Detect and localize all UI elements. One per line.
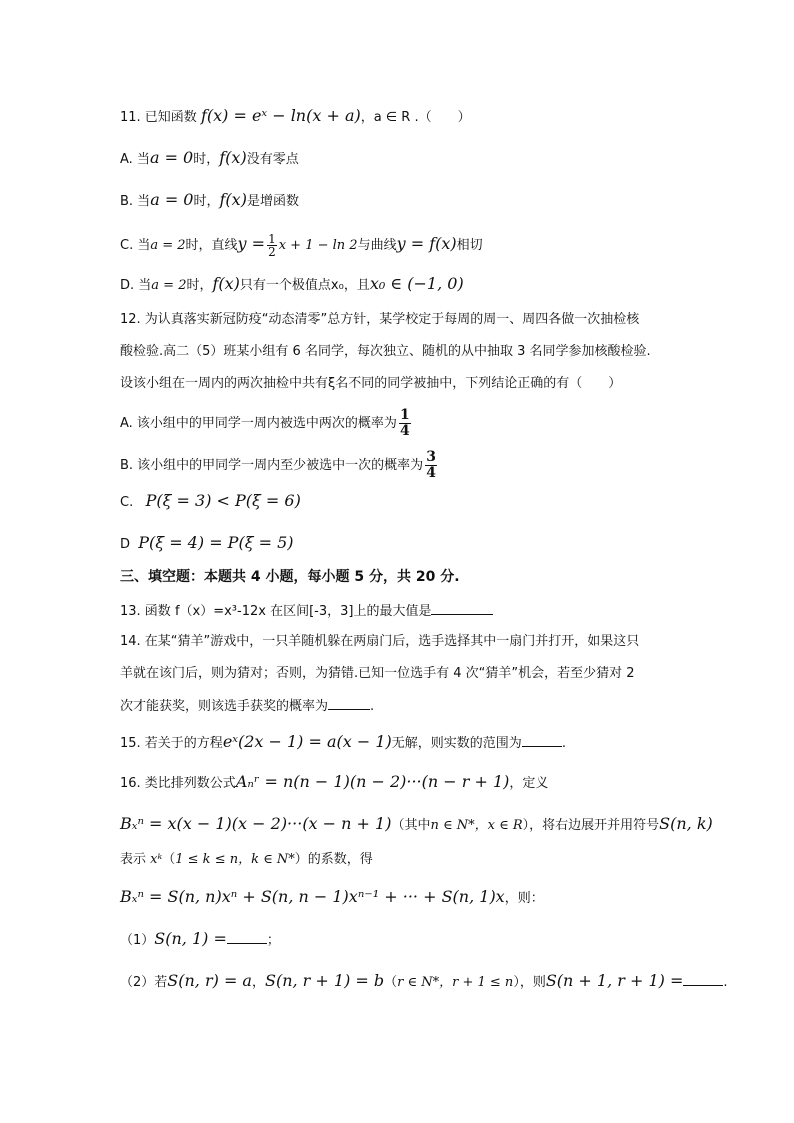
option-text: 相切 xyxy=(456,238,483,253)
q11-option-b xyxy=(120,191,299,211)
math-expr: S(n, r + 1) = b xyxy=(264,971,385,990)
math-expr: Bₓⁿ = x(x − 1)(x − 2)···(x − n + 1) xyxy=(120,814,392,833)
denominator: 4 xyxy=(399,423,410,439)
section-3-heading: 三、填空题：本题共 4 小题，每小题 5 分，共 20 分. xyxy=(120,569,460,585)
punctuation: ， xyxy=(251,975,265,990)
option-text: 时， xyxy=(193,194,220,209)
math-expr: P(ξ = 4) = P(ξ = 5) xyxy=(138,533,294,552)
math-expr: Bₓⁿ = S(n, n)xⁿ + S(n, n − 1)xⁿ⁻¹ + ··· + S(n, 1)x xyxy=(120,887,505,906)
q16-sub-2 xyxy=(120,972,728,992)
q16-line-4 xyxy=(120,888,544,908)
fraction-three-quarters xyxy=(425,450,437,481)
q15 xyxy=(120,733,566,753)
math-expr: a = 0 xyxy=(150,190,194,209)
option-label: B. 当 xyxy=(120,194,151,209)
math-expr: x₀ ∈ (−1, 0) xyxy=(369,274,464,293)
math-expr: a = 2 xyxy=(151,278,187,293)
question-text: 无解，则实数的范围为 xyxy=(391,736,522,751)
option-text: A. 该小组中的甲同学一周内被选中两次的概率为 xyxy=(120,416,397,431)
question-text: ）的系数，得 xyxy=(294,852,373,867)
math-expr: y = f(x) xyxy=(396,234,457,253)
q11-option-c xyxy=(120,233,483,258)
q11-option-a xyxy=(120,149,299,169)
q12-option-a xyxy=(120,408,413,439)
answer-blank xyxy=(328,697,370,710)
q11-number: 11. 已知函数 xyxy=(120,110,197,125)
math-expr: y = xyxy=(237,234,266,253)
q11-option-d xyxy=(120,275,464,295)
answer-blank xyxy=(522,734,562,747)
q16-line-1 xyxy=(120,773,548,793)
math-expr: a = 2 xyxy=(150,238,186,253)
q12-option-d xyxy=(120,534,294,554)
question-text: ），将右边展开并用符号 xyxy=(522,818,660,833)
question-text: （ xyxy=(162,852,176,867)
question-text: 15. 若关于的方程 xyxy=(120,736,223,751)
math-expr: r ∈ N*，r + 1 ≤ n xyxy=(397,975,514,990)
math-expr: f(x) xyxy=(219,148,247,167)
math-expr: f(x) xyxy=(212,274,240,293)
q14-line-3 xyxy=(120,697,374,716)
denominator: 2 xyxy=(268,245,276,259)
math-expr: S(n, k) xyxy=(659,814,713,833)
math-expr: f(x) xyxy=(219,190,247,209)
numerator: 1 xyxy=(399,407,410,423)
math-expr: 1 ≤ k ≤ n，k ∈ N* xyxy=(175,852,295,867)
q11-stem xyxy=(120,107,471,127)
math-expr: x + 1 − ln 2 xyxy=(278,238,358,253)
q12-line-3: 设该小组在一周内的两次抽检中共有ξ名不同的同学被抽中，下列结论正确的有（ ） xyxy=(120,376,622,391)
q16-sub-1 xyxy=(120,930,280,950)
math-expr: a = 0 xyxy=(149,148,194,167)
answer-blank xyxy=(227,931,267,944)
option-text: B. 该小组中的甲同学一周内至少被选中一次的概率为 xyxy=(120,458,424,473)
q13 xyxy=(120,602,493,621)
q16-line-2 xyxy=(120,815,713,835)
math-expr: xᵏ xyxy=(150,852,163,867)
q12-option-c xyxy=(120,492,301,512)
option-text: 时，直线 xyxy=(185,238,238,253)
answer-blank xyxy=(431,602,493,615)
question-text: （其中 xyxy=(391,818,431,833)
answer-blank xyxy=(683,973,723,986)
punctuation: . xyxy=(370,699,375,714)
question-text: 次才能获奖，则该选手获奖的概率为 xyxy=(120,699,329,714)
option-text: 与曲线 xyxy=(357,238,397,253)
punctuation: . xyxy=(561,736,566,751)
math-expr: Aₙʳ = n(n − 1)(n − 2)···(n − r + 1) xyxy=(235,772,510,791)
numerator: 1 xyxy=(268,232,276,246)
option-label: C. 当 xyxy=(120,238,151,253)
option-text: 只有一个极值点x₀，且 xyxy=(239,278,370,293)
math-expr: S(n, r) = a xyxy=(167,971,252,990)
punctuation: （ xyxy=(384,975,398,990)
q14-line-1: 14. 在某“猜羊”游戏中，一只羊随机躲在两扇门后，选手选择其中一扇门并打开，如果这只 xyxy=(120,634,640,649)
question-text: 13. 函数 f（x）=x³-12x 在区间[-3，3]上的最大值是 xyxy=(120,604,432,619)
math-expr: S(n + 1, r + 1) = xyxy=(545,971,684,990)
q16-line-3 xyxy=(120,851,373,869)
option-text: 是增函数 xyxy=(246,194,299,209)
sub-label: （1） xyxy=(120,933,155,948)
option-text: 时， xyxy=(193,152,220,167)
math-expr: n ∈ N*，x ∈ R xyxy=(430,818,523,833)
question-text: 16. 类比排列数公式 xyxy=(120,776,236,791)
math-expr: eˣ(2x − 1) = a(x − 1) xyxy=(222,732,392,751)
q12-line-2: 酸检验.高二（5）班某小组有 6 名同学，每次独立、随机的从中抽取 3 名同学参加核酸检验. xyxy=(120,344,651,359)
option-label: D xyxy=(120,537,131,552)
q14-line-2: 羊就在该门后，则为猜对；否则，为猜错.已知一位选手有 4 次“猜羊”机会，若至少猜对 2 xyxy=(120,666,635,681)
option-text: 时， xyxy=(186,278,213,293)
punctuation: ； xyxy=(266,933,280,948)
question-text: ，定义 xyxy=(509,776,549,791)
question-text: ，则： xyxy=(504,891,544,906)
question-text: ），则 xyxy=(513,975,546,990)
option-label: D. 当 xyxy=(120,278,152,293)
math-expr: P(ξ = 3) < P(ξ = 6) xyxy=(145,491,301,510)
math-expr: S(n, 1) = xyxy=(154,929,227,948)
fraction-one-half xyxy=(267,233,277,258)
option-label: C. xyxy=(120,495,134,510)
denominator: 4 xyxy=(426,465,436,481)
q12-line-1: 12. 为认真落实新冠防疫“动态清零”总方针，某学校定于每周的周一、周四各做一次抽检核 xyxy=(120,312,640,327)
numerator: 3 xyxy=(426,449,436,465)
q11-condition: ，a ∈ R .（ ） xyxy=(360,110,471,125)
option-text: 没有零点 xyxy=(246,152,299,167)
q12-option-b xyxy=(120,450,439,481)
sub-label: （2）若 xyxy=(120,975,168,990)
option-label: A. 当 xyxy=(120,152,150,167)
question-text: 表示 xyxy=(120,852,147,867)
fraction-one-quarter xyxy=(399,408,411,439)
punctuation: . xyxy=(723,975,728,990)
q11-function: f(x) = eˣ − ln(x + a) xyxy=(200,106,361,125)
